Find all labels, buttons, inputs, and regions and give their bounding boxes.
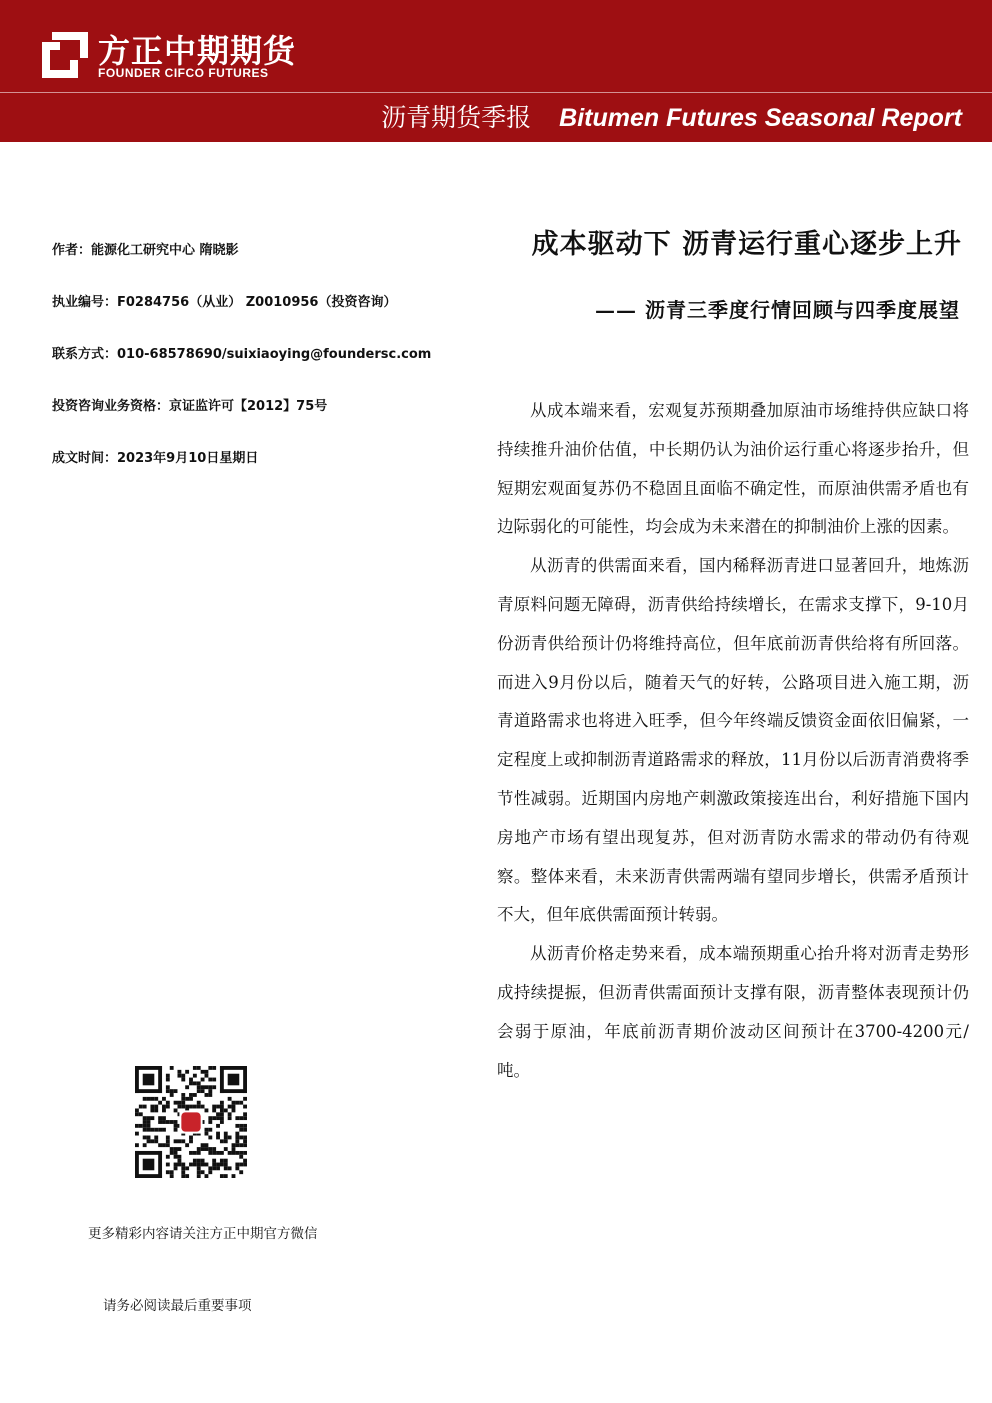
report-header (0, 0, 992, 142)
contact-line: 联系方式：010-68578690/suixiaoying@foundersc.com (52, 347, 432, 362)
paragraph-price-outlook: 从沥青价格走势来看，成本端预期重心抬升将对沥青走势形成持续提振，但沥青供需面预计支撑有限，沥青整体表现预计仍会弱于原油，年底前沥青期价波动区间预计在3700-4200元/吨。 (497, 944, 969, 1080)
founder-logo-icon (40, 30, 90, 80)
report-type-title (381, 98, 962, 134)
qualification-line: 投资咨询业务资格：京证监许可【2012】75号 (52, 399, 328, 414)
brand-name-en: FOUNDER CIFCO FUTURES (98, 66, 269, 80)
date-line: 成文时间：2023年9月10日星期日 (52, 451, 259, 466)
license-number-line: 执业编号：F0284756（从业） Z0010956（投资咨询） (52, 295, 397, 310)
paragraph-supply-demand: 从沥青的供需面来看，国内稀释沥青进口显著回升，地炼沥青原料问题无障碍，沥青供给持续增长，在需求支撑下，9-10月份沥青供给预计仍将维持高位，但年底前沥青供给将有所回落。而进入9月份以后，随着天气的好转，公路项目进入施工期，沥青道路需求也将进入旺季，但今年终端反馈资金面依旧偏紧，一定程度上或抑制沥青道路需求的释放，11月份以后沥青消费将季节性减弱。近期国内房地产刺激政策接连出台，利好措施下国内房地产市场有望出现复苏，但对沥青防水需求的带动仍有待观察。整体来看，未来沥青供需两端有望同步增长，供需矛盾预计不大，但年底供需面预计转弱。 (497, 556, 969, 925)
wechat-qr-code-icon (135, 1066, 247, 1178)
header-divider (0, 92, 992, 93)
important-notice: 请务必阅读最后重要事项 (103, 1298, 252, 1314)
report-main-title: 成本驱动下 沥青运行重心逐步上升 (531, 229, 962, 260)
report-title-cn: 沥青期货季报 (381, 103, 532, 132)
author-line: 作者：能源化工研究中心 隋晓影 (52, 243, 239, 258)
qr-caption: 更多精彩内容请关注方正中期官方微信 (88, 1226, 318, 1242)
paragraph-cost: 从成本端来看，宏观复苏预期叠加原油市场维持供应缺口将持续推升油价估值，中长期仍认为油价运行重心将逐步抬升，但短期宏观面复苏仍不稳固且面临不确定性，而原油供需矛盾也有边际弱化的可能性，均会成为未来潜在的抑制油价上涨的因素。 (497, 401, 969, 537)
report-subtitle: —— 沥青三季度行情回顾与四季度展望 (595, 298, 960, 322)
summary-body (497, 392, 969, 1090)
report-title-en: Bitumen Futures Seasonal Report (559, 104, 962, 132)
brand-name-cn: 方正中期期货 (98, 32, 297, 70)
